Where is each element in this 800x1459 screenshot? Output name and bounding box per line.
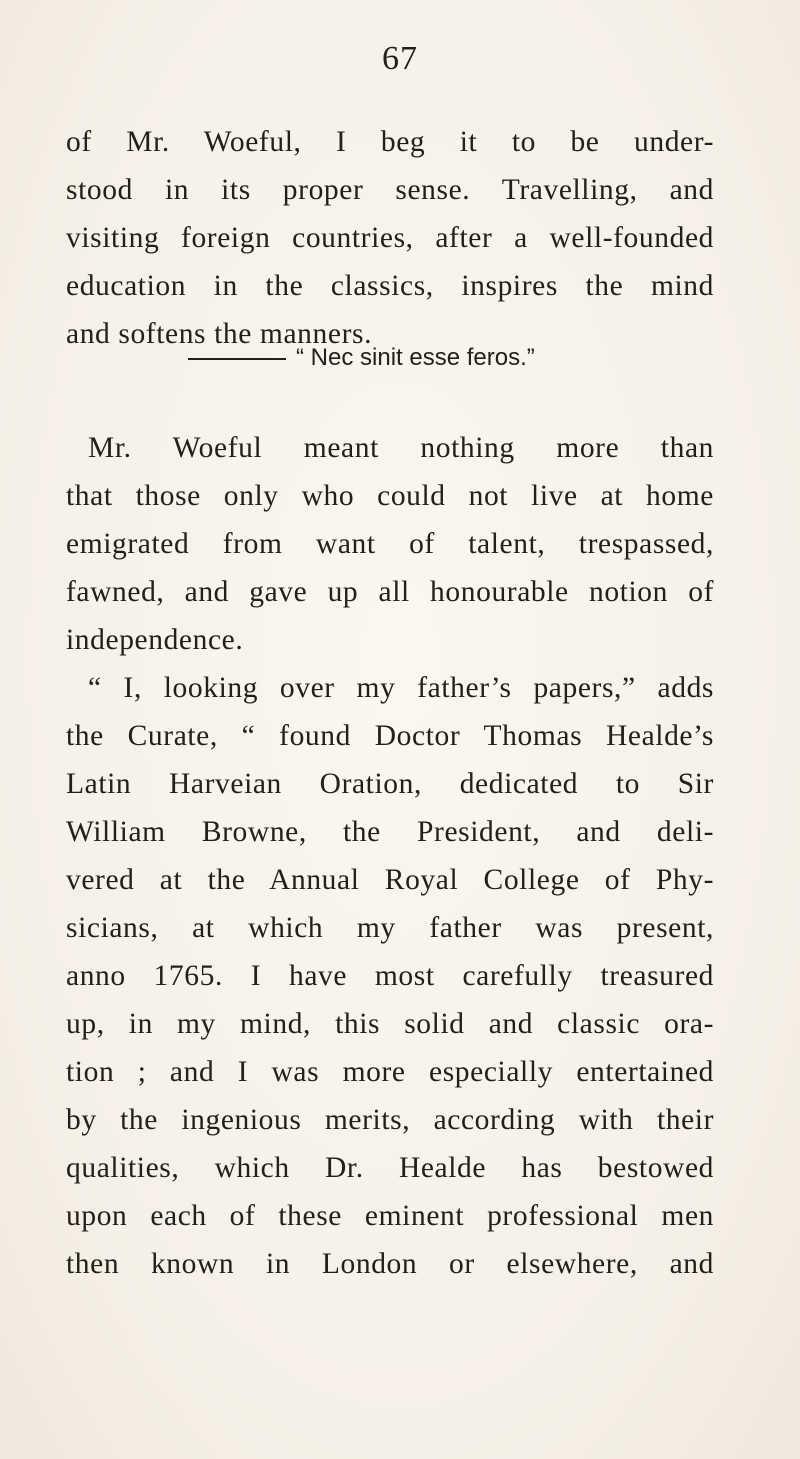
text-line: of Mr. Woeful, I beg it to be under- — [66, 126, 714, 158]
text-line: and softens the manners. — [66, 318, 373, 350]
text-line: stood in its proper sense. Travelling, and — [66, 174, 714, 206]
text-line: vered at the Annual Royal College of Phy- — [66, 864, 714, 896]
text-line: fawned, and gave up all honourable notion of — [66, 576, 714, 608]
paragraph-2 — [66, 424, 714, 1288]
text-line: tion ; and I was more especially entertained — [66, 1056, 714, 1088]
text-line: emigrated from want of talent, trespassed, — [66, 528, 714, 560]
text-line: qualities, which Dr. Healde has bestowed — [66, 1152, 714, 1184]
paragraph-1 — [66, 118, 714, 358]
text-line: the Curate, “ found Doctor Thomas Healde’s — [66, 720, 714, 752]
text-line: Mr. Woeful meant nothing more than — [88, 432, 714, 464]
text-line: William Browne, the President, and deli- — [66, 816, 714, 848]
text-line: independence. — [66, 624, 244, 656]
page-number: 67 — [382, 40, 418, 77]
text-line: anno 1765. I have most carefully treasured — [66, 960, 714, 992]
text-line: sicians, at which my father was present, — [66, 912, 714, 944]
quote-dash-rule — [188, 358, 286, 360]
text-line: education in the classics, inspires the mind — [66, 270, 714, 302]
latin-quotation — [188, 338, 748, 378]
text-line: that those only who could not live at home — [66, 480, 714, 512]
text-line: visiting foreign countries, after a well-founded — [66, 222, 714, 254]
text-line: by the ingenious merits, according with their — [66, 1104, 714, 1136]
text-line: Latin Harveian Oration, dedicated to Sir — [66, 768, 714, 800]
text-line: upon each of these eminent professional men — [66, 1200, 714, 1232]
text-line: up, in my mind, this solid and classic ora- — [66, 1008, 714, 1040]
quote-text: “ Nec sinit esse feros.” — [296, 344, 535, 371]
text-line: “ I, looking over my father’s papers,” adds — [88, 672, 714, 704]
text-line: then known in London or elsewhere, and — [66, 1248, 714, 1280]
